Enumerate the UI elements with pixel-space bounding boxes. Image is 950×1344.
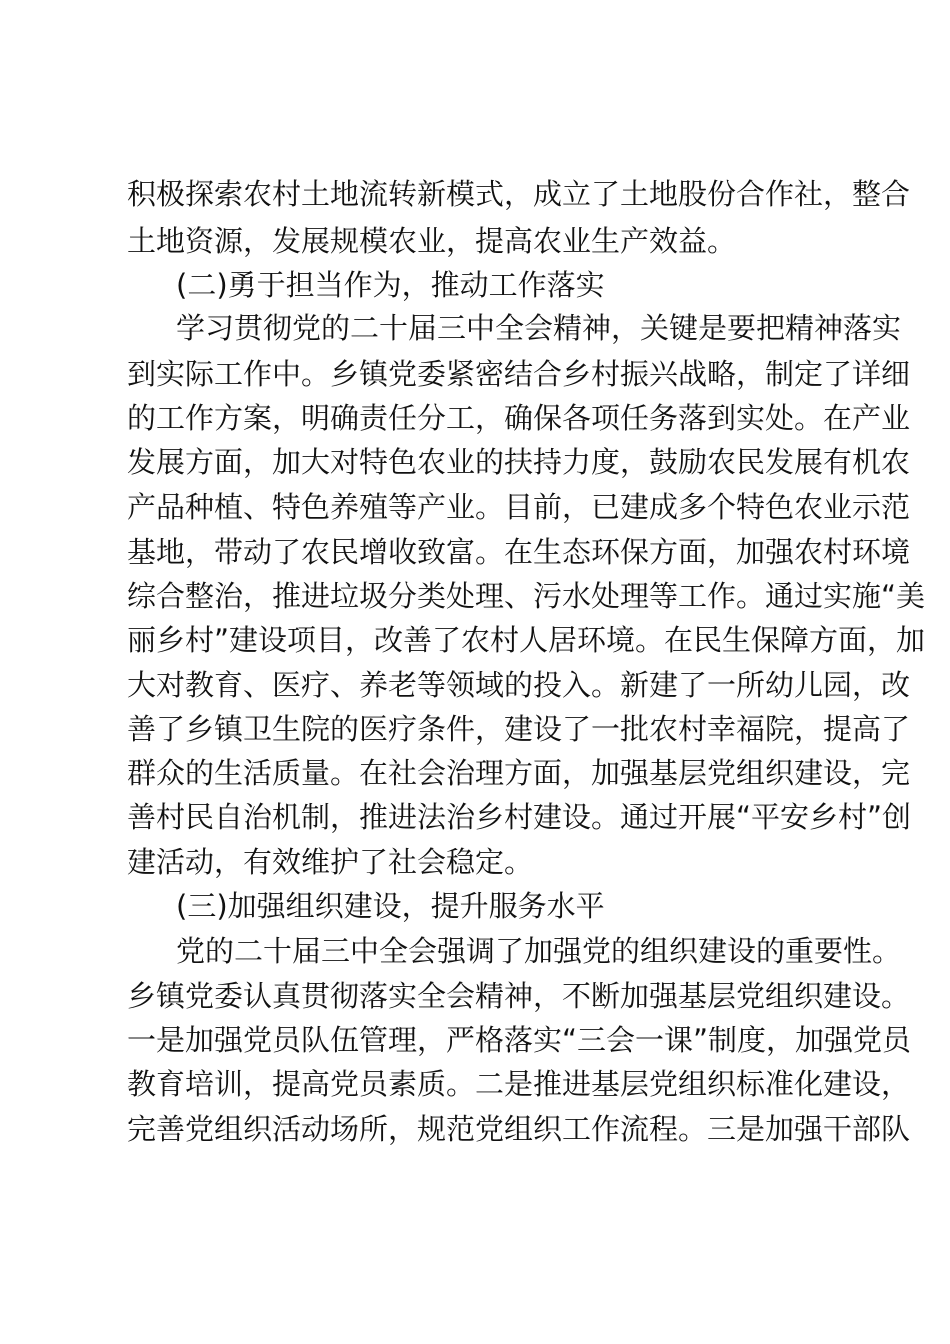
text-line: 综合整治，推进垃圾分类处理、污水处理等工作。通过实施“美	[127, 579, 926, 613]
text-line: 教育培训，提高党员素质。二是推进基层党组织标准化建设，	[127, 1067, 911, 1101]
text-line: 一是加强党员队伍管理，严格落实“三会一课”制度，加强党员	[127, 1023, 912, 1057]
text-line: 的工作方案，明确责任分工，确保各项任务落到实处。在产业	[127, 401, 911, 435]
text-line: 善了乡镇卫生院的医疗条件，建设了一批农村幸福院，提高了	[127, 712, 911, 746]
text-line: 丽乡村”建设项目，改善了农村人居环境。在民生保障方面，加	[127, 623, 926, 657]
text-line: 乡镇党委认真贯彻落实全会精神，不断加强基层党组织建设。	[127, 979, 911, 1013]
text-line: 善村民自治机制，推进法治乡村建设。通过开展“平安乡村”创	[127, 800, 912, 834]
text-line: 产品种植、特色养殖等产业。目前，已建成多个特色农业示范	[127, 490, 911, 524]
section-heading-3: (三)加强组织建设，提升服务水平	[176, 889, 605, 923]
text-line: 基地，带动了农民增收致富。在生态环保方面，加强农村环境	[127, 535, 911, 569]
text-line: 完善党组织活动场所，规范党组织工作流程。三是加强干部队	[127, 1112, 911, 1146]
text-line: 建活动，有效维护了社会稳定。	[127, 845, 534, 879]
text-line: 群众的生活质量。在社会治理方面，加强基层党组织建设，完	[127, 756, 911, 790]
text-line: 发展方面，加大对特色农业的扶持力度，鼓励农民发展有机农	[127, 445, 911, 479]
text-line: 土地资源，发展规模农业，提高农业生产效益。	[127, 224, 737, 258]
text-line: 大对教育、医疗、养老等领域的投入。新建了一所幼儿园，改	[127, 668, 911, 702]
text-line: 积极探索农村土地流转新模式，成立了土地股份合作社，整合	[127, 177, 911, 211]
text-line: 学习贯彻党的二十届三中全会精神，关键是要把精神落实	[176, 311, 902, 345]
section-heading-2: (二)勇于担当作为，推动工作落实	[176, 268, 605, 302]
text-line: 到实际工作中。乡镇党委紧密结合乡村振兴战略，制定了详细	[127, 357, 911, 391]
text-line: 党的二十届三中全会强调了加强党的组织建设的重要性。	[176, 934, 902, 968]
